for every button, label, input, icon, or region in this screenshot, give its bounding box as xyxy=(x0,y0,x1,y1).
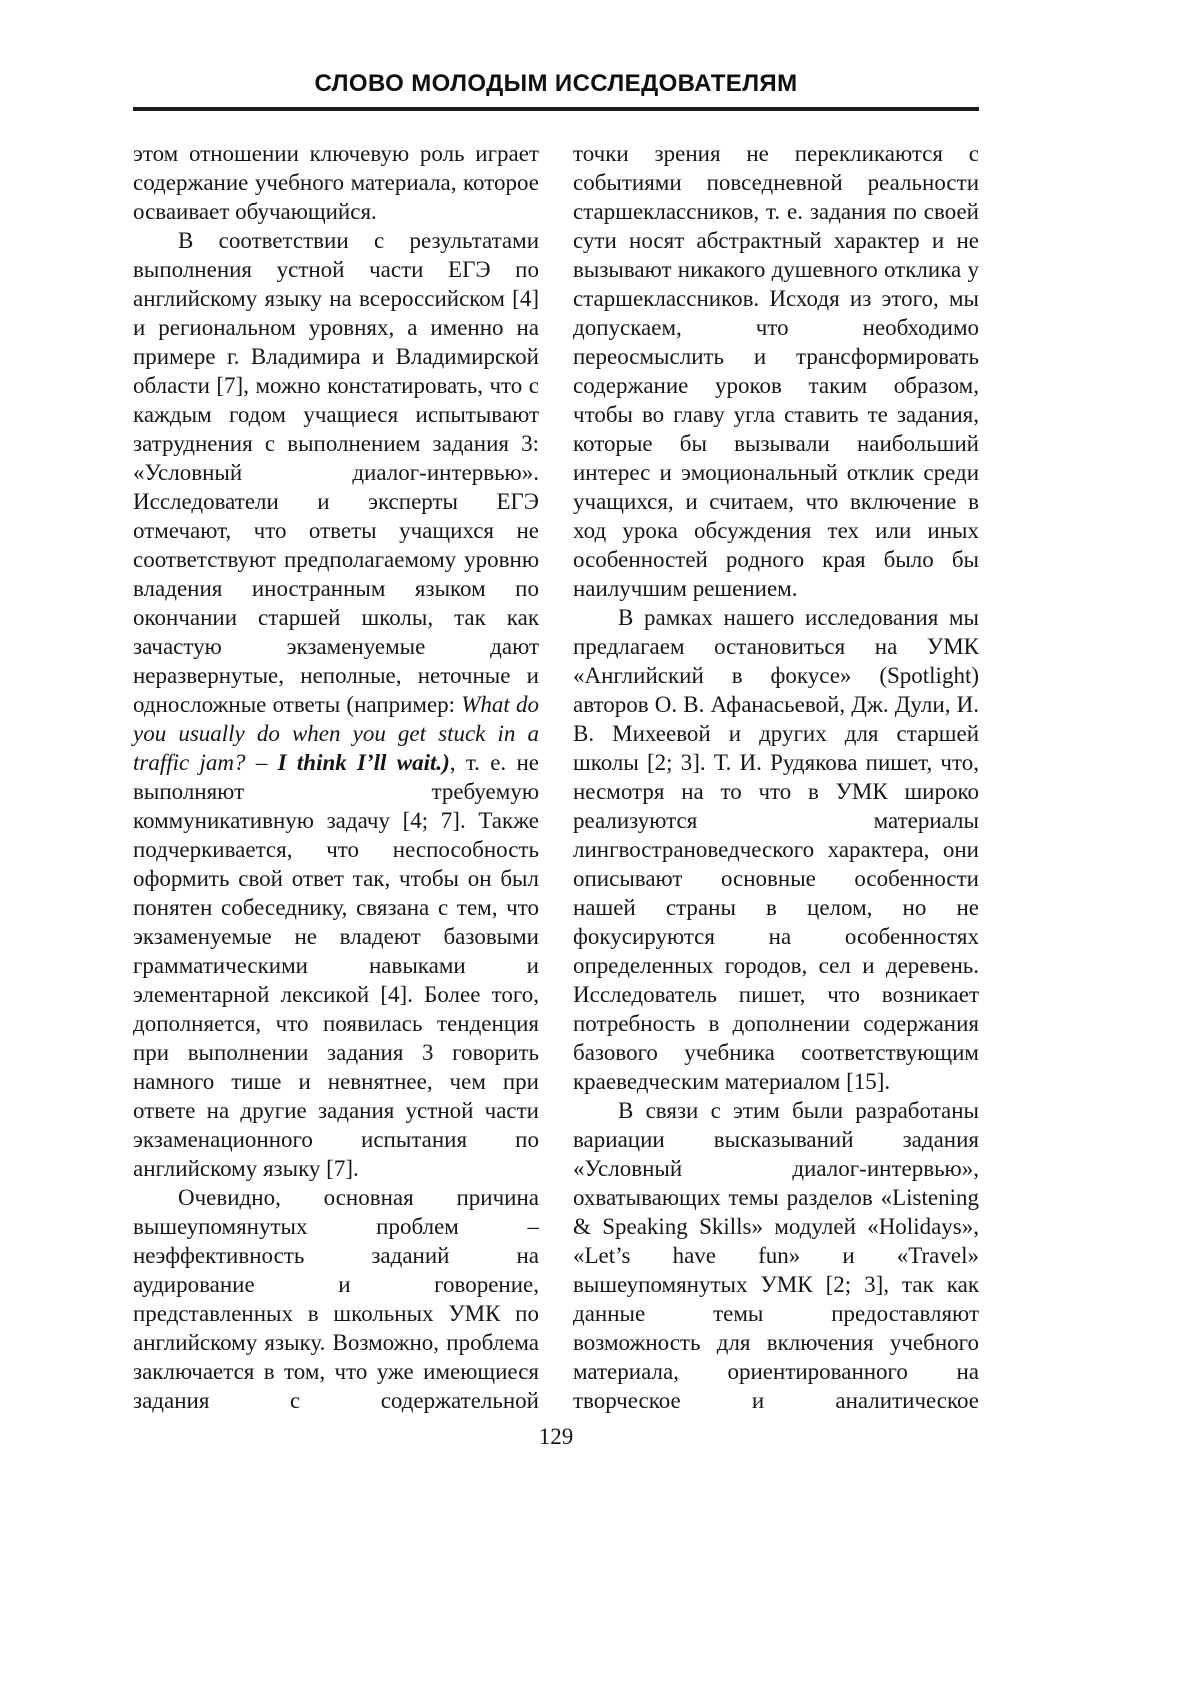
left-column xyxy=(133,139,539,1415)
paragraph xyxy=(133,226,539,1183)
header-rule xyxy=(133,107,979,111)
text-run: , т. е. не выполняют требуемую коммуникативную задачу [4; 7]. Также подчеркивается, что неспособность оформить свой ответ так, чтобы он был понятен собеседнику, связана с тем, что экзаменуемые не владеют базовыми грамматическими навыками и элементарной лексикой [4]. Более того, дополняется, что появилась тенденция при выполнении задания 3 говорить намного тише и невнятнее, чем при ответе на другие задания устной части экзаменационного испытания по английскому языку [7]. xyxy=(133,750,539,1181)
running-header-title: СЛОВО МОЛОДЫМ ИССЛЕДОВАТЕЛЯМ xyxy=(314,70,798,97)
paragraph: В связи с этим были разработаны вариации высказываний задания «Условный диалог-интервью», охватывающих темы разделов «Listening & Speaking Skills» модулей «Holidays», «Let’s have fun» и «Travel» вышеупомянутых УМК [2; 3], так как данные темы предоставляют возможность для включения учебного материала, ориентированного на творческое и аналитическое xyxy=(573,1098,979,1413)
running-header xyxy=(133,70,979,98)
page-content xyxy=(133,70,979,1415)
right-column xyxy=(573,139,979,1415)
text-columns xyxy=(133,139,979,1415)
paragraph: Очевидно, основная причина вышеупомянутых проблем – неэффективность заданий на аудирование и говорение, представленных в школьных УМК по английскому языку. Возможно, проблема заключается в том, что уже имеющиеся задания с содержательной xyxy=(133,1185,539,1413)
page-number: 129 xyxy=(538,1424,574,1449)
paragraph-continuation: этом отношении ключевую роль играет содержание учебного материала, которое осваивает обучающийся. xyxy=(133,141,539,224)
text-run: В соответствии с результатами выполнения устной части ЕГЭ по английскому языку на всероссийском [4] и региональном уровнях, а именно на примере г. Владимира и Владимирской области [7], можно констатировать, что с каждым годом учащиеся испытывают затруднения с выполнением задания 3: «Условный диалог-интервью». Исследователи и эксперты ЕГЭ отмечают, что ответы учащихся не соответствуют предполагаемому уровню владения иностранным языком по окончании старшей школы, так как зачастую экзаменуемые дают неразвернутые, неполные, неточные и односложные ответы (например: xyxy=(133,228,539,717)
text-run-italic: What do you usually do when you get stuck in a traffic jam? – xyxy=(133,692,539,775)
paragraph: В рамках нашего исследования мы предлагаем остановиться на УМК «Английский в фокусе» (Spotlight) авторов О. В. Афанасьевой, Дж. Дули, И. В. Михеевой и других для старшей школы [2; 3]. Т. И. Рудякова пишет, что, несмотря на то что в УМК широко реализуются материалы лингвострановедческого характера, они описывают основные особенности нашей страны в целом, но не фокусируются на особенностях определенных городов, сел и деревень. Исследователь пишет, что возникает потребность в дополнении содержания базового учебника соответствующим краеведческим материалом [15]. xyxy=(573,605,979,1094)
text-run-bold-italic: I think I’ll wait.) xyxy=(277,750,450,775)
paragraph-continuation: точки зрения не перекликаются с событиями повседневной реальности старшеклассников, т. е. задания по своей сути носят абстрактный характер и не вызывают никакого душевного отклика у старшеклассников. Исходя из этого, мы допускаем, что необходимо переосмыслить и трансформировать содержание уроков таким образом, чтобы во главу угла ставить те задания, которые бы вызывали наибольший интерес и эмоциональный отклик среди учащихся, и считаем, что включение в ход урока обсуждения тех или иных особенностей родного края было бы наилучшим решением. xyxy=(573,141,979,601)
